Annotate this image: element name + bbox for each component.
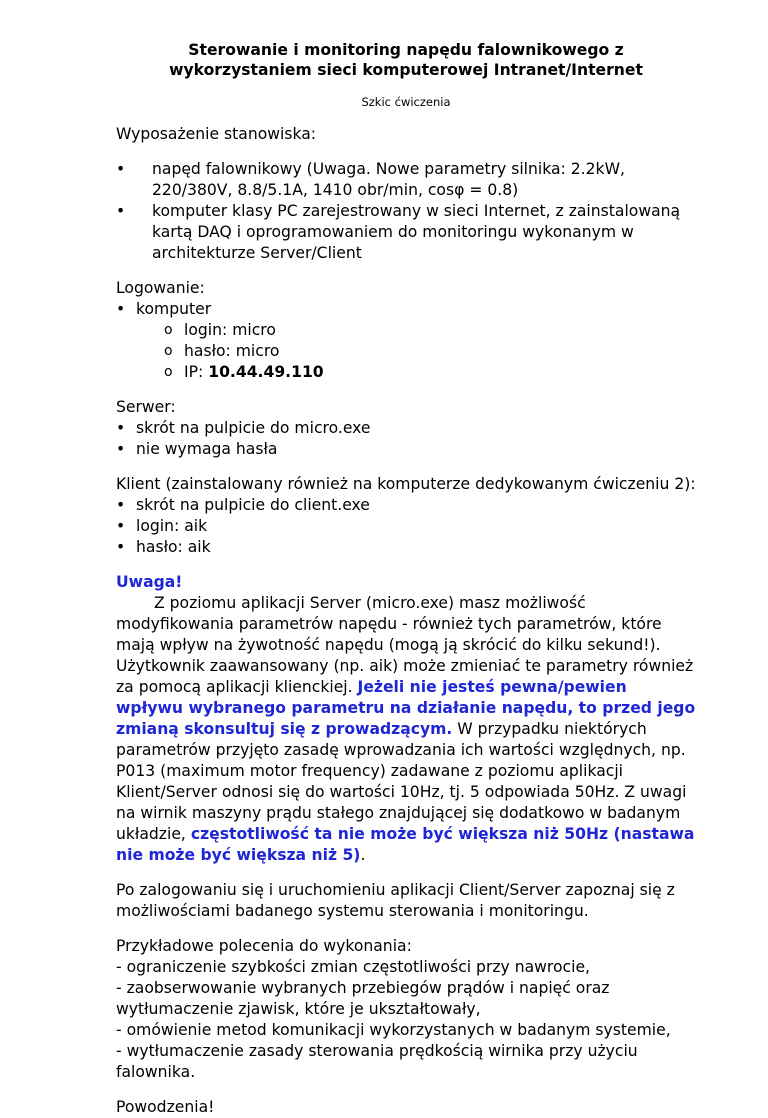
list-item: • napęd falownikowy (Uwaga. Nowe parametry silnika: 2.2kW, 220/380V, 8.8/5.1A, 1410 obr/min, cosφ = 0.8) [116, 159, 696, 201]
task-item: - omówienie metod komunikacji wykorzystanych w badanym systemie, [116, 1021, 671, 1039]
task-item: - ograniczenie szybkości zmian częstotliwości przy nawrocie, [116, 958, 590, 976]
server-heading: Serwer: [116, 398, 176, 416]
equipment-section [116, 124, 696, 264]
client-heading: Klient (zainstalowany również na komputerze dedykowanym ćwiczeniu 2): [116, 475, 696, 493]
warning-text-1: Z poziomu aplikacji Server (micro.exe) masz możliwość modyfikowania parametrów napędu - również tych parametrów, które mają wpływ na żywotność napędu (mogą ją skrócić do kilku sekund!). Użytkownik zaawansowany (np. aik) może zmieniać te parametry również za pomocą aplikacji klienckiej. [116, 594, 694, 696]
warning-bold-1: Jeżeli nie jesteś pewna/pewien wpływu wybranego parametru na działanie napędu, to przed jego zmianą skonsultuj się z prowadzącym. [116, 678, 696, 738]
warning-text-3: . [360, 846, 366, 864]
tasks-heading: Przykładowe polecenia do wykonania: [116, 937, 412, 955]
warning-heading: Uwaga! [116, 573, 183, 591]
document-title: Sterowanie i monitoring napędu falownikowego z wykorzystaniem sieci komputerowej Intranet/Internet [169, 41, 643, 79]
sub-list-item: o login: micro [116, 320, 696, 341]
sub-list-item [116, 362, 696, 383]
warning-bold-2: częstotliwość ta nie może być większa niż 50Hz (nastawa nie może być większa niż 5) [116, 825, 695, 864]
warning-section [116, 572, 696, 866]
login-section [116, 278, 696, 383]
document-page [116, 40, 696, 1118]
equipment-heading: Wyposażenie stanowiska: [116, 125, 317, 143]
warning-paragraph [116, 593, 696, 866]
ip-label: IP: [184, 363, 209, 381]
sub-list-item: o hasło: micro [116, 341, 696, 362]
list-item [116, 299, 696, 383]
login-list [116, 299, 696, 383]
list-item: • skrót na pulpicie do micro.exe [116, 418, 696, 439]
tasks-section [116, 936, 696, 1083]
list-item: • hasło: aik [116, 537, 696, 558]
list-item: • login: aik [116, 516, 696, 537]
server-section [116, 397, 696, 460]
client-section [116, 474, 696, 558]
intro-paragraph: Po zalogowaniu się i uruchomieniu aplikacji Client/Server zapoznaj się z możliwościami badanego systemu sterowania i monitoringu. [116, 881, 675, 920]
login-heading: Logowanie: [116, 279, 205, 297]
login-sublist [116, 320, 696, 383]
closing-text: Powodzenia! [116, 1098, 215, 1116]
list-item: • nie wymaga hasła [116, 439, 696, 460]
ip-value: 10.44.49.110 [208, 363, 324, 381]
task-item: - wytłumaczenie zasady sterowania prędkością wirnika przy użyciu falownika. [116, 1042, 638, 1081]
equipment-list [116, 159, 696, 264]
list-item: • skrót na pulpicie do client.exe [116, 495, 696, 516]
document-subtitle: Szkic ćwiczenia [361, 95, 451, 109]
login-item-label: komputer [136, 300, 212, 318]
task-item: - zaobserwowanie wybranych przebiegów prądów i napięć oraz wytłumaczenie zjawisk, które je ukształtowały, [116, 979, 610, 1018]
warning-text-2: W przypadku niektórych parametrów przyjęto zasadę wprowadzania ich wartości względnych, np. P013 (maximum motor frequency) zadawane z poziomu aplikacji Klient/Server odnosi się do wartości 10Hz, tj. 5 odpowiada 50Hz. Z uwagi na wirnik maszyny prądu stałego znajdującej się dodatkowo w badanym układzie, [116, 720, 687, 843]
server-list [116, 418, 696, 460]
client-list [116, 495, 696, 558]
list-item: • komputer klasy PC zarejestrowany w sieci Internet, z zainstalowaną kartą DAQ i oprogramowaniem do monitoringu wykonanym w architekturze Server/Client [116, 201, 696, 264]
